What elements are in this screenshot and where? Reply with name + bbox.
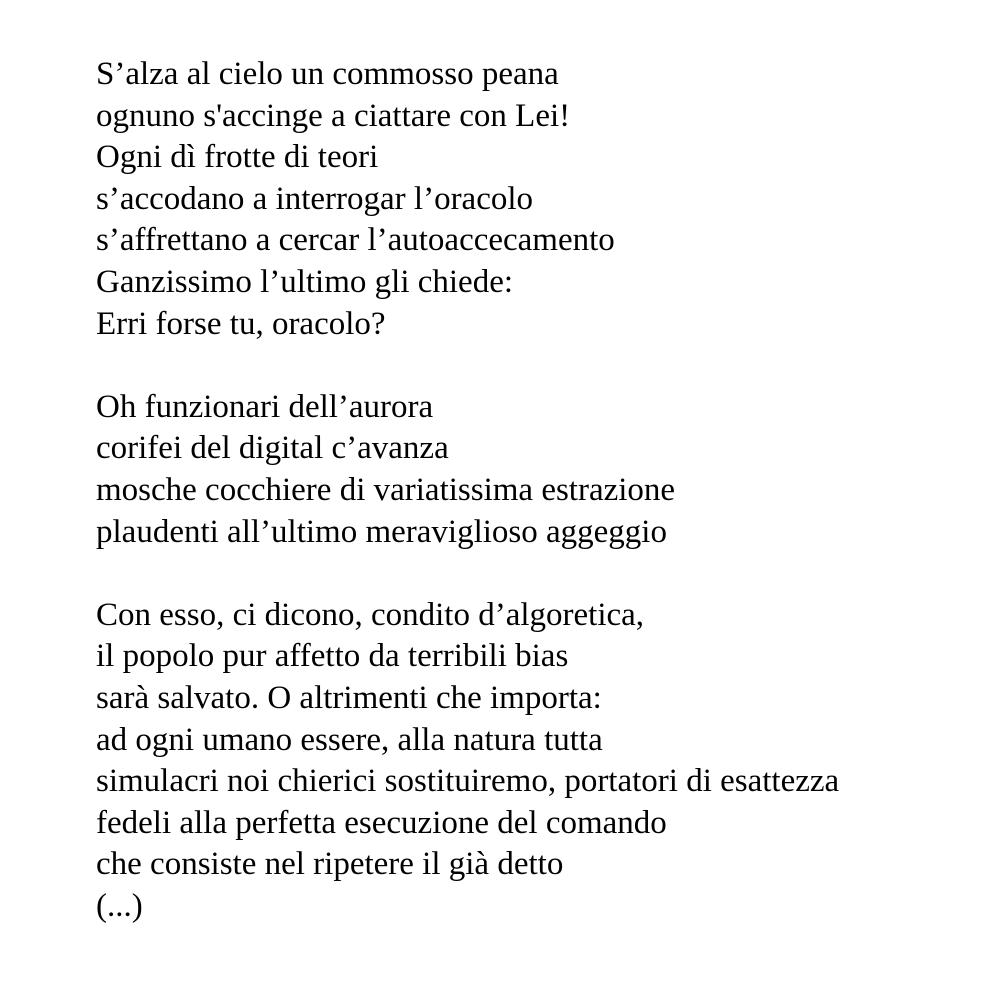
poem-line: fedeli alla perfetta esecuzione del comando — [96, 804, 667, 841]
poem-line: che consiste nel ripetere il già detto — [96, 846, 564, 883]
poem-line: corifei del digital c’avanza — [96, 430, 449, 467]
poem-line: simulacri noi chierici sostituiremo, portatori di esattezza — [96, 763, 840, 800]
poem-line: Oh funzionari dell’aurora — [96, 388, 434, 425]
poem-line: Ganzissimo l’ultimo gli chiede: — [96, 263, 514, 300]
poem-line: ognuno s'accinge a ciattare con Lei! — [96, 97, 571, 134]
poem-line: Erri forse tu, oracolo? — [96, 305, 386, 342]
poem-line: S’alza al cielo un commosso peana — [96, 56, 559, 92]
stanza-1 — [96, 54, 976, 345]
poem-line: il popolo pur affetto da terribili bias — [96, 638, 569, 675]
poem-line: mosche cocchiere di variatissima estrazione — [96, 471, 676, 508]
poem-line: (...) — [96, 887, 143, 924]
poem-line: ad ogni umano essere, alla natura tutta — [96, 721, 603, 758]
poem-line: s’accodano a interrogar l’oracolo — [96, 180, 534, 217]
poem-line: Ogni dì frotte di teori — [96, 139, 379, 176]
poem-line: plaudenti all’ultimo meraviglioso aggeggio — [96, 513, 667, 550]
poem-line: s’affrettano a cercar l’autoaccecamento — [96, 222, 615, 259]
stanza-3 — [96, 595, 976, 928]
poem-text — [96, 54, 976, 969]
poem-line: Con esso, ci dicono, condito d’algoretica, — [96, 596, 645, 633]
poem-line: sarà salvato. O altrimenti che importa: — [96, 679, 602, 716]
stanza-2 — [96, 387, 976, 553]
